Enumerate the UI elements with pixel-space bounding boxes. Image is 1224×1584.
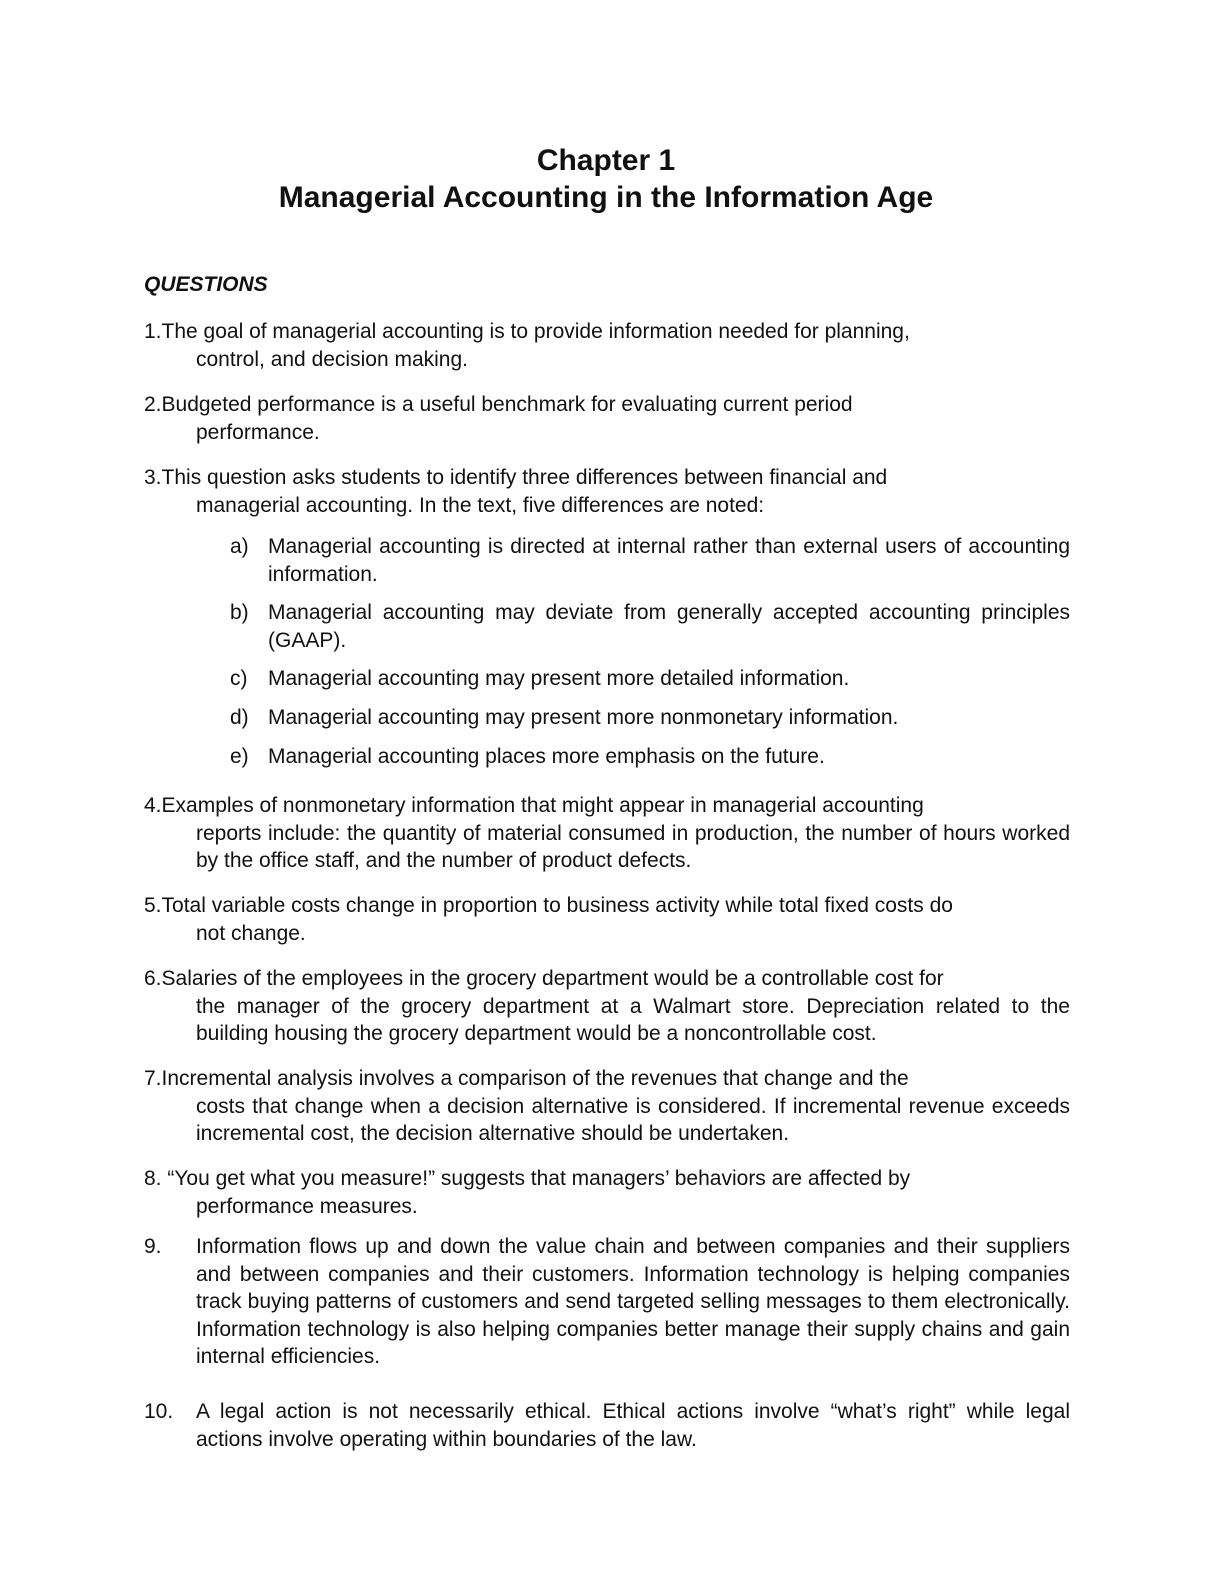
- question-text: This question asks students to identify three differences between financial and: [161, 466, 888, 489]
- list-item-c: [230, 665, 1070, 693]
- question-1: [144, 318, 1070, 373]
- question-number: 6.: [144, 967, 162, 990]
- question-number: 8.: [144, 1167, 168, 1190]
- question-text: Examples of nonmonetary information that might appear in managerial accounting: [161, 794, 924, 817]
- list-text: Managerial accounting may deviate from generally accepted accounting principles (GAAP).: [268, 601, 1070, 652]
- question-text: Total variable costs change in proportion to business activity while total fixed costs do: [161, 894, 953, 917]
- list-text: Managerial accounting may present more nonmonetary information.: [268, 706, 899, 729]
- chapter-number: Chapter 1: [536, 144, 676, 177]
- question-continuation: performance measures.: [196, 1194, 418, 1218]
- question-continuation: the manager of the grocery department at a Walmart store. Depreciation related to the building housing the grocery department would be a noncontrollable cost.: [196, 994, 1070, 1045]
- question-number: 4.: [144, 794, 162, 817]
- question-2: [144, 391, 1070, 446]
- question-number: 1.: [144, 320, 162, 343]
- question-text: The goal of managerial accounting is to provide information needed for planning,: [161, 320, 910, 343]
- question-number: 9.: [144, 1235, 162, 1258]
- list-letter: b): [230, 601, 249, 624]
- section-heading: QUESTIONS: [144, 273, 268, 296]
- question-3: [144, 464, 1070, 519]
- question-number: 10.: [144, 1400, 174, 1423]
- list-item-a: [230, 533, 1070, 588]
- list-letter: c): [230, 667, 248, 690]
- list-text: Managerial accounting may present more detailed information.: [268, 667, 850, 690]
- question-text: Salaries of the employees in the grocery department would be a controllable cost for: [161, 967, 944, 990]
- question-number: 5.: [144, 894, 162, 917]
- list-item-b: [230, 599, 1070, 654]
- question-number: 2.: [144, 393, 162, 416]
- question-text: Information flows up and down the value chain and between companies and their suppliers and between companies and their customers. Information technology is helping companies track buying patterns of customers and send targeted selling messages to them electronically. Information technology is also helping companies better manage their supply chains and gain internal efficiencies.: [196, 1235, 1070, 1368]
- question-4: [144, 792, 1070, 875]
- list-letter: d): [230, 706, 249, 729]
- list-letter: e): [230, 745, 249, 768]
- question-continuation: not change.: [196, 921, 306, 945]
- question-10: [144, 1398, 1070, 1453]
- question-text: “You get what you measure!” suggests that managers’ behaviors are affected by: [167, 1167, 911, 1190]
- question-9: [144, 1233, 1070, 1371]
- question-continuation: control, and decision making.: [196, 347, 468, 371]
- list-item-d: [230, 704, 1070, 732]
- list-letter: a): [230, 535, 249, 558]
- question-5: [144, 892, 1070, 947]
- list-text: Managerial accounting is directed at internal rather than external users of accounting information.: [268, 535, 1070, 586]
- question-continuation: reports include: the quantity of material consumed in production, the number of hours worked by the office staff, and the number of product defects.: [196, 821, 1070, 872]
- chapter-title: Managerial Accounting in the Information Age: [278, 181, 934, 214]
- question-continuation: managerial accounting. In the text, five differences are noted:: [196, 493, 765, 517]
- question-7: [144, 1065, 1070, 1148]
- list-text: Managerial accounting places more emphasis on the future.: [268, 745, 825, 768]
- question-8: [144, 1165, 1070, 1220]
- question-6: [144, 965, 1070, 1048]
- question-continuation: performance.: [196, 420, 320, 444]
- question-number: 3.: [144, 466, 162, 489]
- question-text: Budgeted performance is a useful benchmark for evaluating current period: [161, 393, 853, 416]
- question-text: A legal action is not necessarily ethical. Ethical actions involve “what’s right” while legal actions involve operating within boundaries of the law.: [196, 1400, 1070, 1451]
- question-continuation: costs that change when a decision alternative is considered. If incremental revenue exceeds incremental cost, the decision alternative should be undertaken.: [196, 1094, 1070, 1145]
- question-number: 7.: [144, 1067, 162, 1090]
- question-text: Incremental analysis involves a comparison of the revenues that change and the: [161, 1067, 909, 1090]
- list-item-e: [230, 743, 1070, 771]
